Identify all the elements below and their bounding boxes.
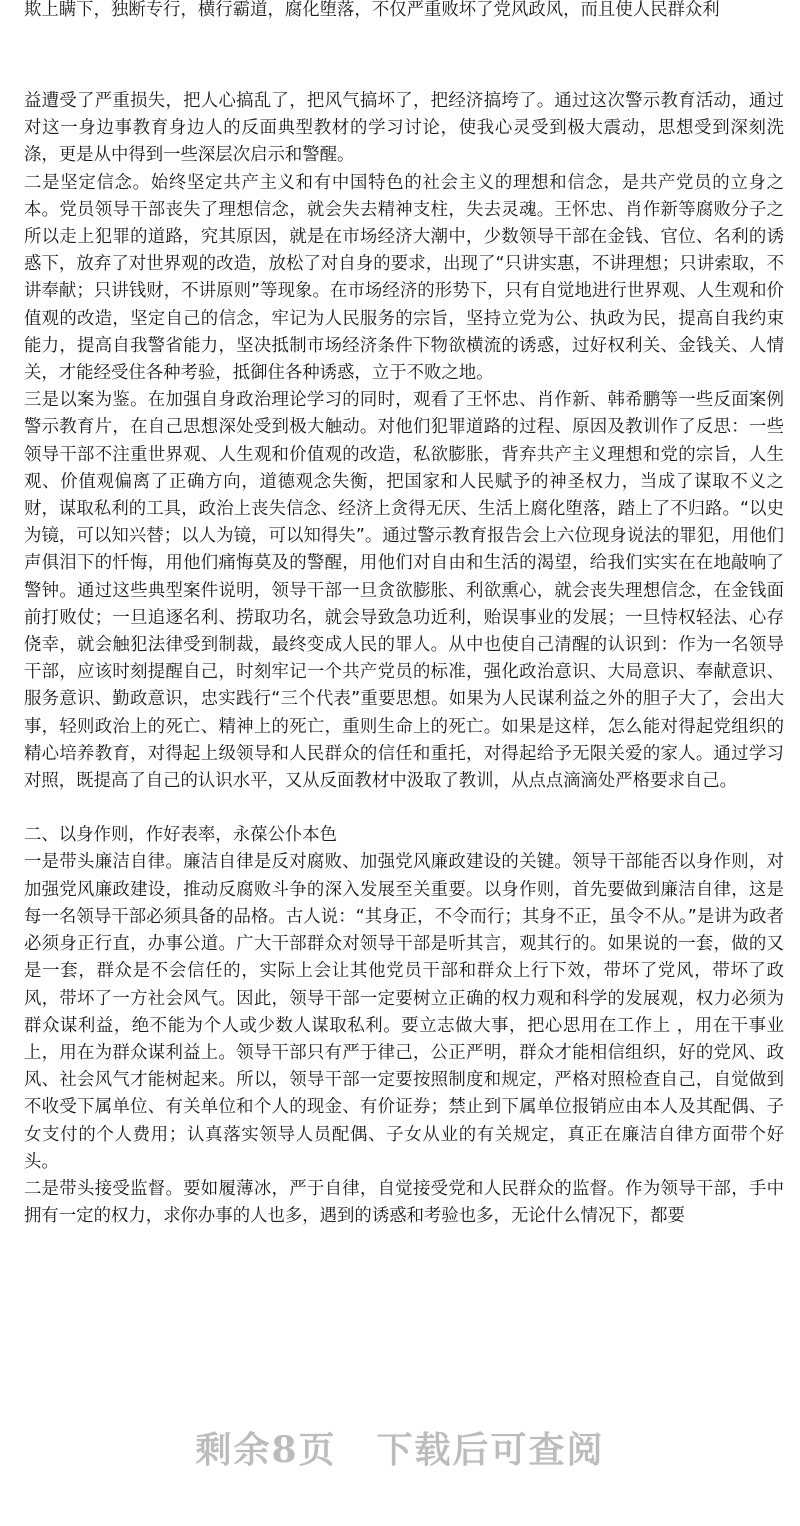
paragraph-supervision: 二是带头接受监督。要如履薄冰，严于自律，自觉接受党和人民群众的监督。作为领导干部，手中拥有一定的权力，求你办事的人也多，遇到的诱惑和考验也多，无论什么情况下，都要 bbox=[24, 1178, 784, 1227]
section-heading: 二、以身作则，作好表率，永葆公仆本色 bbox=[24, 825, 338, 846]
paragraph-spacer bbox=[24, 795, 784, 822]
remaining-pages-text: 剩余8页 bbox=[195, 1429, 337, 1471]
paragraph-intro-continuation: 益遭受了严重损失，把人心搞乱了，把风气搞坏了，把经济搞垮了。通过这次警示教育活动，通过对这一身边事教育身边人的反面典型教材的学习讨论，使我心灵受到极大震动，思想受到深刻洗涤，更是从中得到一些深层次启示和警醒。 bbox=[24, 91, 784, 166]
paragraph-integrity: 一是带头廉洁自律。廉洁自律是反对腐败、加强党风廉政建设的关键。领导干部能否以身作则，对加强党风廉政建设，推动反腐败斗争的深入发展至关重要。以身作则，首先要做到廉洁自律，这是每一名领导干部必须具备的品格。古人说：“其身正，不令而行；其身不正，虽令不从。”是讲为政者必须身正行直，办事公道。广大干部群众对领导干部是听其言，观其行的。如果说的一套，做的又是一套，群众是不会信任的，实际上会让其他党员干部和群众上行下效，带坏了党风，带坏了政风，带坏了一方社会风气。因此，领导干部一定要树立正确的权力观和科学的发展观，权力必须为群众谋利益，绝不能为个人或少数人谋取私利。要立志做大事，把心思用在工作上 ，用在干事业上，用在为群众谋利益上。领导干部只有严于律己，公正严明，群众才能相信组织，好的党风、政风、社会风气才能树起来。所以，领导干部一定要按照制度和规定，严格对照检查自己，自觉做到不收受下属单位、有关单位和个人的现金、有价证券；禁止到下属单位报销应由本人及其配偶、子女支付的个人费用；认真落实领导人员配偶、子女从业的有关规定，真正在廉洁自律方面带个好头。 bbox=[24, 852, 784, 1172]
document-body bbox=[24, 88, 784, 1230]
paragraph-firm-belief: 二是坚定信念。始终坚定共产主义和有中国特色的社会主义的理想和信念，是共产党员的立身之本。党员领导干部丧失了理想信念，就会失去精神支柱，失去灵魂。王怀忠、肖作新等腐败分子之所以走上犯罪的道路，究其原因，就是在市场经济大潮中，少数领导干部在金钱、官位、名利的诱惑下，放弃了对世界观的改造，放松了对自身的要求，出现了“只讲实惠，不讲理想；只讲索取，不讲奉献；只讲钱财，不讲原则”等现象。在市场经济的形势下，只有自觉地进行世界观、人生观和价值观的改造，坚定自己的信念，牢记为人民服务的宗旨，坚持立党为公、执政为民，提高自我约束能力，提高自我警省能力，坚决抵制市场经济条件下物欲横流的诱惑，过好权利关、金钱关、人情关，才能经受住各种考验，抵御住各种诱惑，立于不败之地。 bbox=[24, 172, 784, 384]
paragraph-learn-from-cases: 三是以案为鉴。在加强自身政治理论学习的同时，观看了王怀忠、肖作新、韩希鹏等一些反面案例警示教育片，在自己思想深处受到极大触动。对他们犯罪道路的过程、原因及教训作了反思：一些领导干部不注重世界观、人生观和价值观的改造，私欲膨胀，背弃共产主义理想和党的宗旨，人生观、价值观偏离了正确方向，道德观念失衡，把国家和人民赋予的神圣权力，当成了谋取不义之财，谋取私利的工具，政治上丧失信念、经济上贪得无厌、生活上腐化堕落，踏上了不归路。“以史为镜，可以知兴替；以人为镜，可以知得失”。通过警示教育报告会上六位现身说法的罪犯，用他们声俱泪下的忏悔，用他们痛悔莫及的警醒，用他们对自由和生活的渴望，给我们实实在在地敲响了警钟。通过这些典型案件说明，领导干部一旦贪欲膨胀、利欲熏心，就会丧失理想信念，在金钱面前打败仗；一旦追逐名利、捞取功名，就会导致急功近利，贻误事业的发展；一旦恃权轻法、心存侥幸，就会触犯法律受到制裁，最终变成人民的罪人。从中也使自己清醒的认识到：作为一名领导干部，应该时刻提醒自己，时刻牢记一个共产党员的标准，强化政治意识、大局意识、奉献意识、服务意识、勤政意识，忠实践行“三个代表”重要思想。如果为人民谋利益之外的胆子大了，会出大事，轻则政治上的死亡、精神上的死亡，重则生命上的死亡。如果是这样，怎么能对得起党组织的精心培养教育，对得起上级领导和人民群众的信任和重托，对得起给予无限关爱的家人。通过学习对照，既提高了自己的认识水平，又从反面教材中汲取了教训，从点点滴滴处严格要求自己。 bbox=[24, 390, 784, 792]
cropped-top-line bbox=[24, 0, 784, 30]
download-to-view-text: 下载后可查阅 bbox=[376, 1429, 605, 1471]
top-fragment-text: 欺上瞒下，独断专行，横行霸道，腐化堕落，不仅严重败坏了党风政风，而且使人民群众利 bbox=[24, 0, 720, 20]
download-prompt[interactable] bbox=[0, 1422, 800, 1473]
